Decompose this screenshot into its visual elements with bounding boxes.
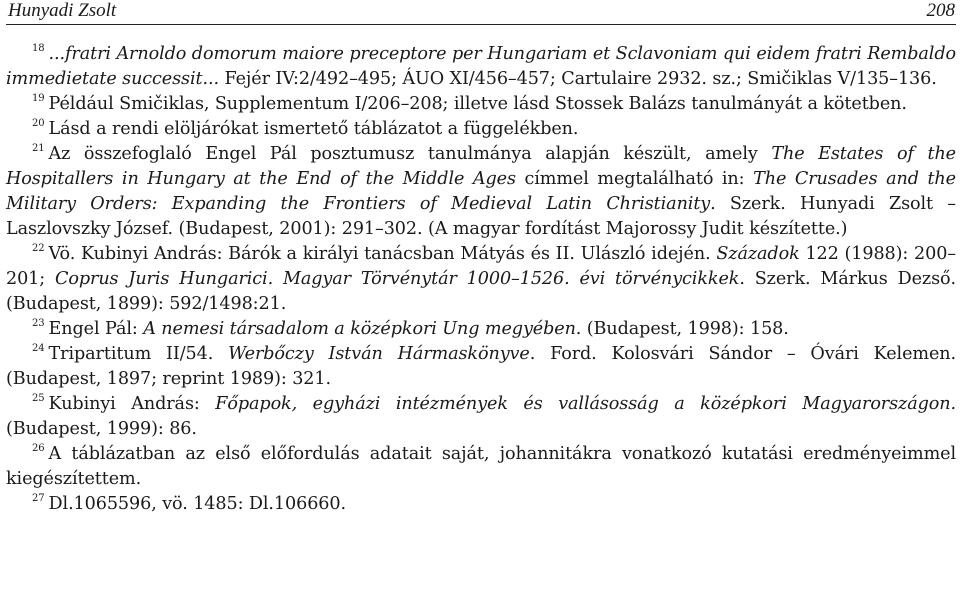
footnote-text: Engel Pál: — [48, 319, 144, 339]
footnote-number: 27 — [32, 493, 45, 504]
footnote-20 — [6, 117, 956, 142]
footnote-text: . Szerk. Hunyadi Zsolt – Laszlovszky József. (Budapest, 2001): 291–302. (A magyar fordítást Majorossy Judit készítette.) — [6, 194, 957, 239]
footnote-text: Lásd a rendi elöljárókat ismertető táblázatot a függelékben. — [48, 119, 579, 139]
footnote-number: 19 — [32, 93, 45, 104]
footnote-number: 22 — [32, 243, 45, 254]
footnote-italic-text: Főpapok, egyházi intézmények és vallásosság a középkori Magyarországon. — [215, 394, 956, 414]
footnote-text: . Szerk. Márkus Dezső. (Budapest, 1899): 592/1498:21. — [6, 269, 956, 314]
footnote-text: A táblázatban az első előfordulás adatait saját, johannitákra vonatkozó kutatási eredményeimmel kiegészítettem. — [6, 444, 956, 489]
footnote-text: (Budapest, 1999): 86. — [6, 419, 197, 439]
footnote-text: Dl.1065596, vö. 1485: Dl.106660. — [48, 494, 346, 514]
footnote-27 — [6, 492, 956, 517]
header-author: Hunyadi Zsolt — [8, 0, 117, 21]
footnote-text: Tripartitum II/54. — [48, 344, 229, 364]
footnote-italic-text: ...fratri Arnoldo domorum maiore preceptore per Hungariam et Sclavoniam qui eidem fratri Rembaldo immedietate successit... — [6, 44, 956, 89]
footnote-italic-text: Coprus Juris Hungarici. Magyar Törvénytár 1000–1526. évi törvénycikkek — [55, 269, 740, 289]
footnote-text: Az összefoglaló Engel Pál posztumusz tanulmánya alapján készült, amely — [48, 144, 772, 164]
footnote-18 — [6, 42, 956, 92]
footnote-italic-text: A nemesi társadalom a középkori Ung megyében. — [143, 319, 582, 339]
footnote-text: 122 (1988): 200–201; — [6, 244, 956, 289]
footnote-text: Fejér IV:2/492–495; ÁUO XI/456–457; Cartulaire 2932. sz.; Smičiklas V/135–136. — [218, 69, 937, 89]
footnote-text: címmel megtalálható in: — [515, 169, 754, 189]
footnote-23 — [6, 317, 956, 342]
footnote-26 — [6, 442, 956, 492]
page-number: 208 — [926, 0, 955, 21]
footnote-italic-text: The Estates of the Hospitallers in Hungary at the End of the Middle Ages — [6, 144, 956, 189]
footnote-21 — [6, 142, 956, 242]
footnote-19 — [6, 92, 956, 117]
footnote-24 — [6, 342, 956, 392]
footnote-italic-text: Werbőczy István Hármaskönyve — [228, 344, 530, 364]
footnote-text: Vö. Kubinyi András: Bárók a királyi tanácsban Mátyás és II. Ulászló idején. — [48, 244, 717, 264]
footnote-number: 21 — [32, 143, 45, 154]
footnote-22 — [6, 242, 956, 317]
footnote-number: 23 — [32, 318, 45, 329]
footnotes-section — [6, 42, 956, 517]
footnote-text: . Ford. Kolosvári Sándor – Óvári Kelemen. (Budapest, 1897; reprint 1989): 321. — [6, 344, 957, 389]
footnote-number: 20 — [32, 118, 45, 129]
footnote-number: 26 — [32, 443, 45, 454]
footnote-italic-text: Századok — [716, 244, 800, 264]
footnote-text: (Budapest, 1998): 158. — [581, 319, 789, 339]
footnote-italic-text: The Crusades and the Military Orders: Expanding the Frontiers of Medieval Latin Christianity — [6, 169, 956, 214]
footnote-text: Kubinyi András: — [48, 394, 216, 414]
running-header — [6, 0, 956, 25]
footnote-number: 18 — [32, 43, 45, 54]
footnote-number: 25 — [32, 393, 45, 404]
footnote-number: 24 — [32, 343, 45, 354]
footnote-25 — [6, 392, 956, 442]
footnote-text: Például Smičiklas, Supplementum I/206–208; illetve lásd Stossek Balázs tanulmányát a kötetben. — [48, 94, 907, 114]
